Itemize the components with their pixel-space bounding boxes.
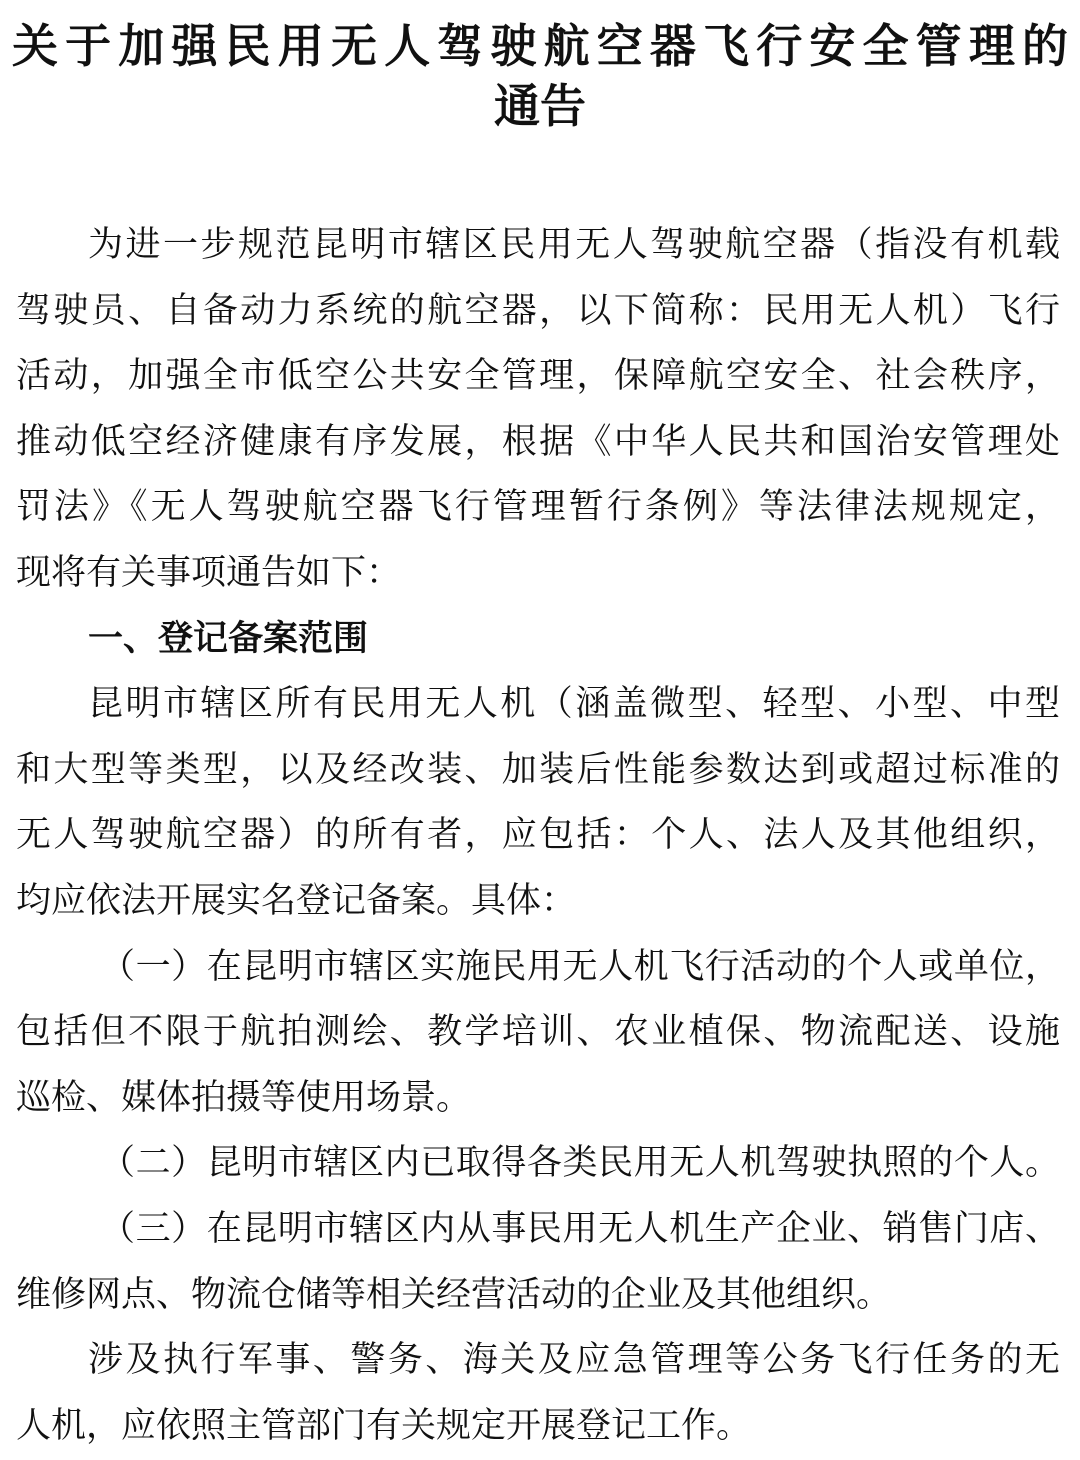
paragraph-line: 现将有关事项通告如下：	[16, 552, 402, 593]
paragraph-line: 驾驶员、自备动力系统的航空器，以下简称：民用无人机）飞行	[16, 290, 1060, 331]
paragraph-line: 活动，加强全市低空公共安全管理，保障航空安全、社会秩序，	[16, 356, 1060, 397]
list-item-line: （二）昆明市辖区内已取得各类民用无人机驾驶执照的个人。	[100, 1143, 1060, 1184]
paragraph-line: 均应依法开展实名登记备案。具体：	[16, 880, 577, 921]
document-title-line-2: 通告	[494, 79, 586, 133]
paragraph-line: 为进一步规范昆明市辖区民用无人驾驶航空器（指没有机载	[88, 225, 1060, 265]
document-title-line-1: 关于加强民用无人驾驶航空器飞行安全管理的	[12, 19, 1068, 73]
list-item-line: 维修网点、物流仓储等相关经营活动的企业及其他组织。	[16, 1274, 892, 1315]
document-body	[16, 214, 1060, 1460]
list-item-line: （三）在昆明市辖区内从事民用无人机生产企业、销售门店、	[100, 1208, 1060, 1249]
list-item-line: （一）在昆明市辖区实施民用无人机飞行活动的个人或单位，	[100, 946, 1060, 987]
paragraph-line: 昆明市辖区所有民用无人机（涵盖微型、轻型、小型、中型	[88, 684, 1060, 725]
paragraph-line: 和大型等类型，以及经改装、加装后性能参数达到或超过标准的	[16, 749, 1060, 790]
section-heading: 一、登记备案范围	[88, 617, 369, 659]
list-item-line: 包括但不限于航拍测绘、教学培训、农业植保、物流配送、设施	[16, 1012, 1060, 1053]
paragraph-line: 人机，应依照主管部门有关规定开展登记工作。	[16, 1405, 752, 1446]
paragraph-line: 罚法》《无人驾驶航空器飞行管理暂行条例》等法律法规规定，	[16, 487, 1060, 528]
list-item-line: 巡检、媒体拍摄等使用场景。	[16, 1077, 472, 1118]
paragraph-line: 无人驾驶航空器）的所有者，应包括：个人、法人及其他组织，	[16, 815, 1060, 856]
paragraph-line: 推动低空经济健康有序发展，根据《中华人民共和国治安管理处	[16, 421, 1060, 462]
paragraph-line: 涉及执行军事、警务、海关及应急管理等公务飞行任务的无	[88, 1340, 1060, 1381]
